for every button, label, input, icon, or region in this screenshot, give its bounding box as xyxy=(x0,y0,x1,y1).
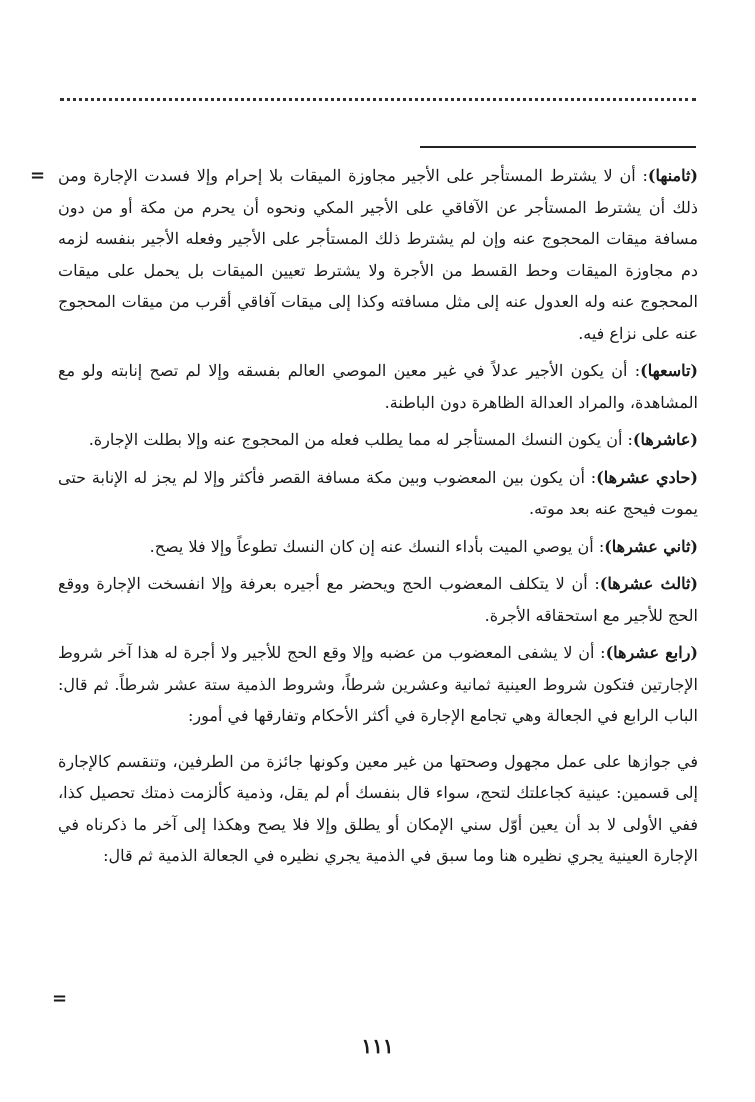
paragraph-text: : أن لا يشترط المستأجر على الأجير مجاوزة الميقات بلا إحرام وإلا فسدت الإجارة ومن ذلك أن يشترط المستأجر عن الآفاقي على الأجير المكي ونحوه أن يحرم من مكة أو من دون مسافة ميقات المحجوج عنه وإن لم يشترط ذلك المستأجر على الأجير وفعله الأجير بنفسه لزمه دم مجاوزة الميقات وحط القسط من الأجرة ولا يشترط تعيين الميقات بل يحمل على ميقات المحجوج عنه وله العدول عنه إلى مثل مسافته وكذا إلى ميقات آفاقي أقرب من ميقات المحجوج عنه على نزاع فيه. xyxy=(58,166,698,343)
paragraph-text: : أن لا يتكلف المعضوب الحج ويحضر مع أجيره بعرفة وإلا انفسخت الإجارة ووقع الحج للأجير مع استحقاقه الأجرة. xyxy=(58,574,698,625)
paragraph-tenth xyxy=(58,424,698,456)
paragraph-label: (ثامنها) xyxy=(647,166,698,185)
continuation-mark-bottom: = xyxy=(52,988,68,1009)
paragraph-label: (تاسعها) xyxy=(640,361,698,380)
paragraph-fourteenth xyxy=(58,637,698,732)
paragraph-twelfth xyxy=(58,531,698,563)
paragraph-text: : أن يكون الأجير عدلاً في غير معين الموصي العالم بفسقه وإلا لم تصح إنابته ولو مع المشاهدة، والمراد العدالة الظاهرة دون الباطنة. xyxy=(58,361,698,412)
paragraph-ninth xyxy=(58,355,698,418)
paragraph-label: (عاشرها) xyxy=(632,430,698,449)
paragraph-label: (ثاني عشرها) xyxy=(604,536,698,556)
paragraph-text: : أن يكون النسك المستأجر له مما يطلب فعله من المحجوج عنه وإلا بطلت الإجارة. xyxy=(88,430,633,449)
continuation-mark-top: = xyxy=(30,165,46,186)
paragraph-eighth xyxy=(58,160,698,349)
paragraph-label: (رابع عشرها) xyxy=(605,643,699,662)
paragraph-eleventh xyxy=(58,462,698,525)
paragraph-thirteenth xyxy=(58,568,698,631)
dotted-separator xyxy=(60,98,696,107)
page-body xyxy=(58,160,698,878)
paragraph-text: : أن يكون بين المعضوب وبين مكة مسافة القصر فأكثر وإلا لم يجز له الإنابة حتى يموت فيحج عنه بعد موته. xyxy=(58,467,698,518)
paragraph-label: (حادي عشرها) xyxy=(596,467,698,487)
paragraph-text: : أن يوصي الميت بأداء النسك عنه إن كان النسك تطوعاً وإلا فلا يصح. xyxy=(149,536,605,556)
paragraph-jiala xyxy=(58,746,698,872)
paragraph-label: (ثالث عشرها) xyxy=(599,574,698,593)
footnote-rule xyxy=(420,146,696,148)
paragraph-text: في جوازها على عمل مجهول وصحتها من غير معين وكونها جائزة من الطرفين، وتنقسم كالإجارة إلى قسمين: عينية كجاعلتك لتحج، سواء قال بنفسك أم لم يقل، وذمية كألزمت ذمتك تحصيل كذا، ففي الأولى لا بد أن يعين أوّل سني الإمكان أو يطلق وإلا فلا يصح وهكذا إلى آخر ما ذكرناه في الإجارة العينية يجري نظيره هنا وما سبق في الذمية يجري نظيره في الجعالة الذمية ثم قال: xyxy=(58,751,698,865)
page-number: ١١١ xyxy=(361,1034,394,1058)
paragraph-text: : أن لا يشفى المعضوب من عضبه وإلا وقع الحج للأجير ولا أجرة له هذا آخر شروط الإجارتين فتكون شروط العينية ثمانية وعشرين شرطاً، وشروط الذمية ستة عشر شرطاً. ثم قال: الباب الرابع في الجعالة وهي تجامع الإجارة في أكثر الأحكام وتفارقها في أمور: xyxy=(58,643,698,725)
